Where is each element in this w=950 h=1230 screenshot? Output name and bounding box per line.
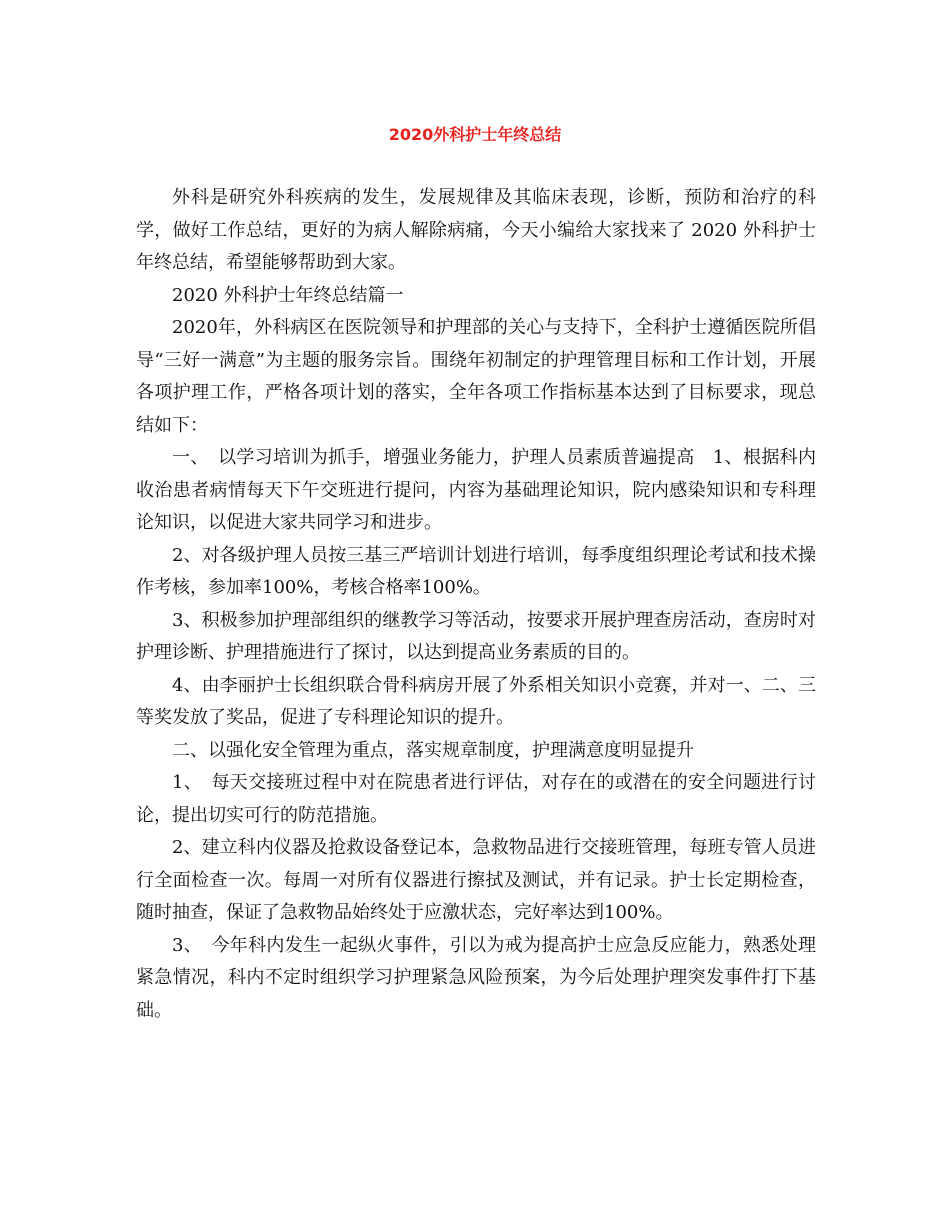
paragraph-item: 3、 今年科内发生一起纵火事件，引以为戒为提高护士应急反应能力，熟悉处理紧急情况，科内不定时组织学习护理紧急风险预案，为今后处理护理突发事件打下基础。 <box>136 934 816 1021</box>
page-title: 2020外科护士年终总结 <box>388 125 562 144</box>
paragraph-item: 2、建立科内仪器及抢救设备登记本，急救物品进行交接班管理，每班专管人员进行全面检查一次。每周一对所有仪器进行擦拭及测试，并有记录。护士长定期检查，随时抽查，保证了急救物品始终处于应激状态，完好率达到100%。 <box>136 837 816 923</box>
document-body <box>136 182 816 1027</box>
paragraph-item: 4、由李丽护士长组织联合骨科病房开展了外系相关知识小竞赛，并对一、二、三等奖发放了奖品，促进了专科理论知识的提升。 <box>136 674 816 728</box>
subsection-heading: 二、以强化安全管理为重点，落实规章制度，护理满意度明显提升 <box>172 739 694 761</box>
paragraph-item: 3、积极参加护理部组织的继教学习等活动，按要求开展护理查房活动，查房时对护理诊断、护理措施进行了探讨，以达到提高业务素质的目的。 <box>136 609 816 663</box>
paragraph-overview: 2020年，外科病区在医院领导和护理部的关心与支持下，全科护士遵循医院所倡导“三好一满意”为主题的服务宗旨。围绕年初制定的护理管理目标和工作计划，开展各项护理工作，严格各项计划的落实，全年各项工作指标基本达到了目标要求，现总结如下： <box>136 317 816 436</box>
paragraph-intro: 外科是研究外科疾病的发生，发展规律及其临床表现，诊断，预防和治疗的科学，做好工作总结，更好的为病人解除病痛，今天小编给大家找来了 2020 外科护士年终总结，希望能够帮助到大家。 <box>136 187 816 273</box>
paragraph-item: 一、 以学习培训为抓手，增强业务能力，护理人员素质普遍提高 1、根据科内收治患者病情每天下午交班进行提问，内容为基础理论知识，院内感染知识和专科理论知识，以促进大家共同学习和进步。 <box>136 447 816 533</box>
section-heading: 2020 外科护士年终总结篇一 <box>172 284 404 306</box>
paragraph-item: 2、对各级护理人员按三基三严培训计划进行培训，每季度组织理论考试和技术操作考核，参加率100%，考核合格率100%。 <box>136 544 816 598</box>
paragraph-item: 1、 每天交接班过程中对在院患者进行评估，对存在的或潜在的安全问题进行讨论，提出切实可行的防范措施。 <box>136 772 816 826</box>
